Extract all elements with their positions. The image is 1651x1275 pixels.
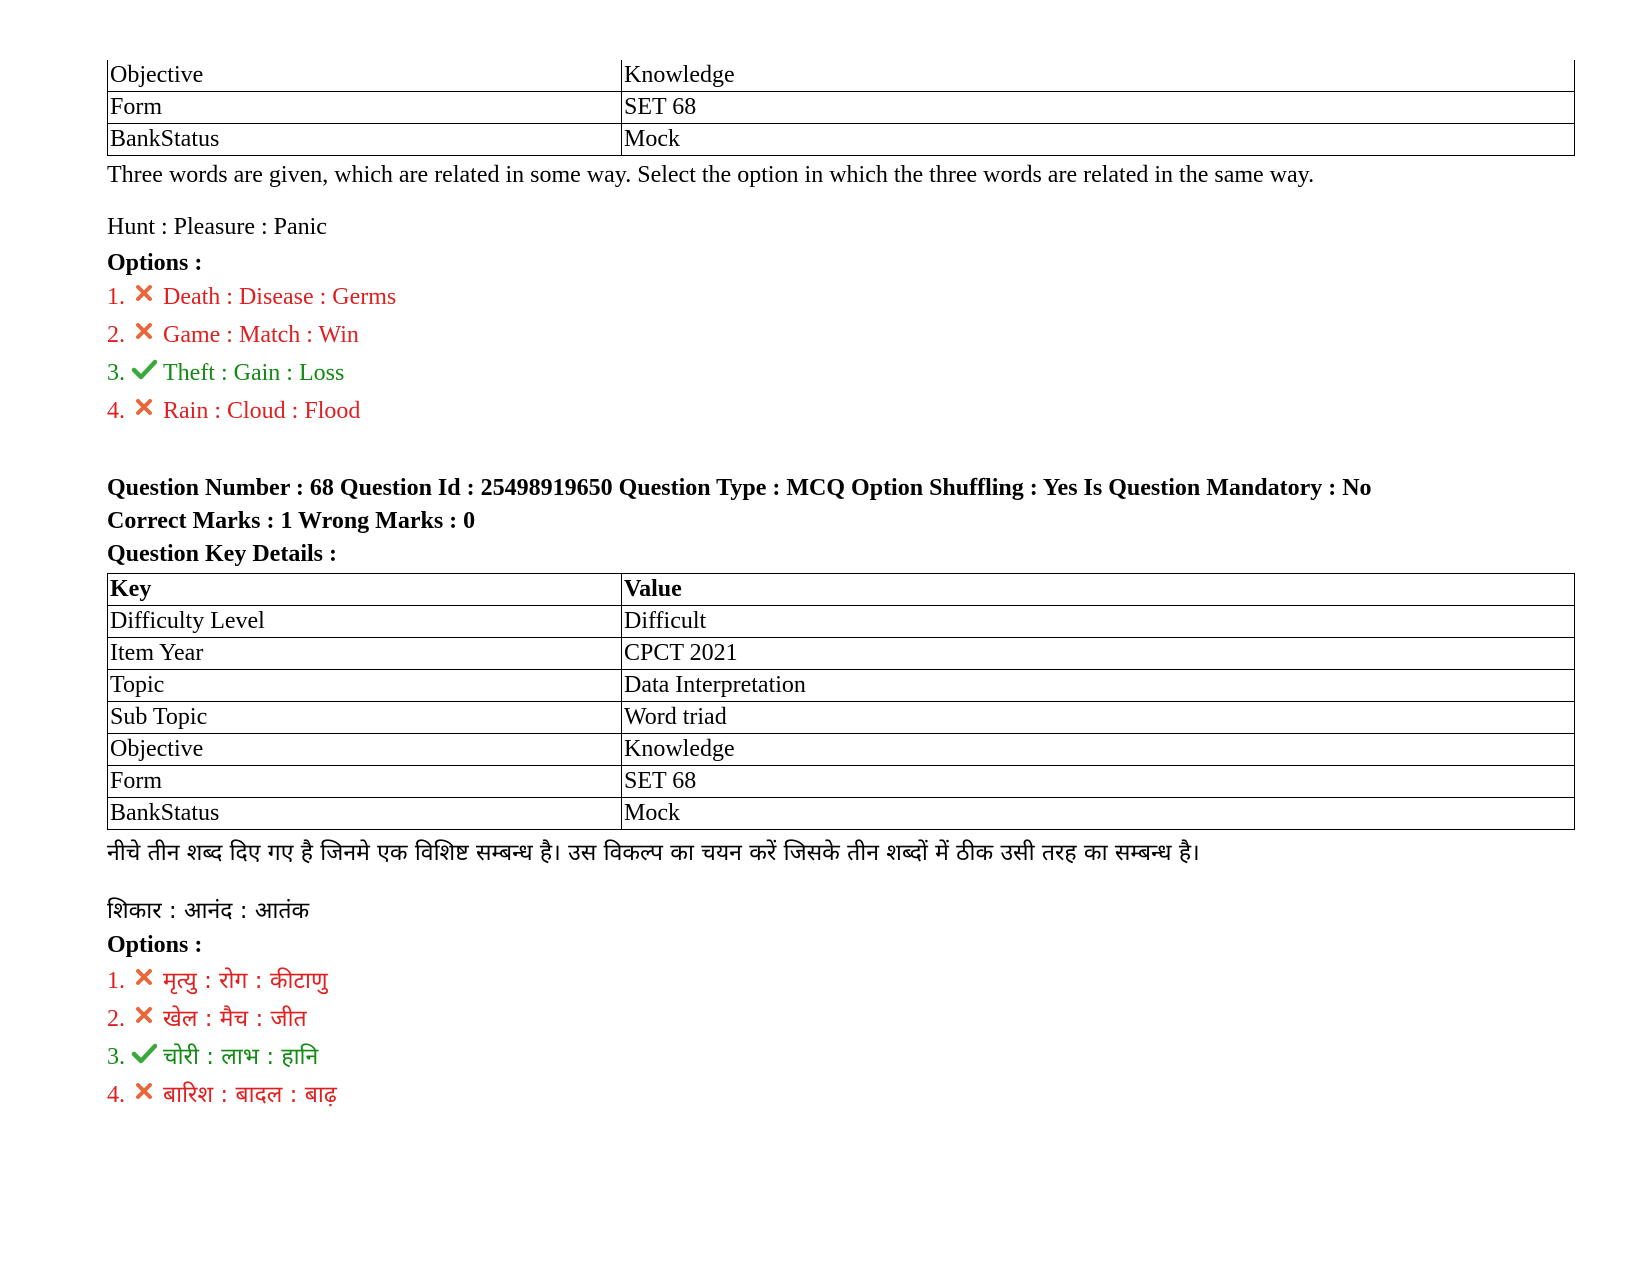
options-heading: Options : — [107, 250, 203, 276]
cross-icon — [131, 393, 157, 417]
key-details-heading: Question Key Details : — [107, 541, 337, 567]
table-key-cell: Item Year — [108, 638, 622, 670]
table-key-cell: BankStatus — [108, 798, 622, 830]
option-item — [107, 962, 1575, 1000]
table-key-cell: Sub Topic — [108, 702, 622, 734]
table-key-cell: Objective — [108, 60, 622, 92]
cross-icon — [131, 963, 157, 987]
option-number: 4. — [107, 1082, 125, 1108]
table-key-cell: Form — [108, 92, 622, 124]
document-page — [107, 60, 1575, 1114]
table-key-cell: Objective — [108, 734, 622, 766]
table-header-row — [108, 574, 1575, 606]
option-item — [107, 1038, 1575, 1076]
check-icon — [131, 355, 157, 379]
option-item — [107, 316, 1575, 354]
options-list — [107, 962, 1575, 1114]
cross-icon — [131, 1001, 157, 1025]
option-number: 1. — [107, 284, 125, 310]
table-header-key: Key — [108, 574, 622, 606]
table-row — [108, 92, 1575, 124]
option-label: Game : Match : Win — [163, 322, 359, 348]
option-item — [107, 278, 1575, 316]
option-label: Rain : Cloud : Flood — [163, 398, 361, 424]
option-number: 4. — [107, 398, 125, 424]
table-row — [108, 798, 1575, 830]
option-number: 2. — [107, 322, 125, 348]
table-key-cell: Difficulty Level — [108, 606, 622, 638]
option-number: 1. — [107, 968, 125, 994]
prev-key-details-table — [107, 60, 1575, 156]
table-value-cell: Knowledge — [622, 60, 1575, 92]
table-key-cell: Form — [108, 766, 622, 798]
table-row — [108, 702, 1575, 734]
question-meta — [107, 472, 1575, 571]
check-icon — [131, 1039, 157, 1063]
option-label: Death : Disease : Germs — [163, 284, 397, 310]
table-value-cell: CPCT 2021 — [622, 638, 1575, 670]
option-label: बारिश : बादल : बाढ़ — [163, 1082, 337, 1108]
options-heading: Options : — [107, 932, 203, 958]
table-value-cell: Knowledge — [622, 734, 1575, 766]
option-label: चोरी : लाभ : हानि — [163, 1044, 319, 1070]
option-item — [107, 1000, 1575, 1038]
table-value-cell: Mock — [622, 124, 1575, 156]
table-value-cell: Mock — [622, 798, 1575, 830]
table-row — [108, 124, 1575, 156]
table-value-cell: Word triad — [622, 702, 1575, 734]
table-value-cell: Difficult — [622, 606, 1575, 638]
question-text-hindi: नीचे तीन शब्द दिए गए है जिनमे एक विशिष्ट सम्बन्ध है। उस विकल्प का चयन करें जिसके तीन शब्दों में ठीक उसी तरह का सम्बन्ध है। — [107, 840, 1200, 866]
word-triad: Hunt : Pleasure : Panic — [107, 214, 327, 240]
options-list — [107, 278, 1575, 430]
option-number: 2. — [107, 1006, 125, 1032]
table-row — [108, 766, 1575, 798]
word-triad-hindi: शिकार : आनंद : आतंक — [107, 898, 310, 924]
table-header-value: Value — [622, 574, 1575, 606]
option-label: मृत्यु : रोग : कीटाणु — [163, 968, 328, 994]
option-number: 3. — [107, 360, 125, 386]
cross-icon — [131, 1077, 157, 1101]
cross-icon — [131, 279, 157, 303]
table-row — [108, 60, 1575, 92]
table-row — [108, 734, 1575, 766]
table-value-cell: SET 68 — [622, 766, 1575, 798]
table-key-cell: BankStatus — [108, 124, 622, 156]
option-item — [107, 392, 1575, 430]
option-label: खेल : मैच : जीत — [163, 1006, 307, 1032]
question-meta-line1: Question Number : 68 Question Id : 25498919650 Question Type : MCQ Option Shuffling : Yes Is Question Mandatory : No — [107, 475, 1372, 501]
table-row — [108, 670, 1575, 702]
option-number: 3. — [107, 1044, 125, 1070]
option-item — [107, 354, 1575, 392]
question-text: Three words are given, which are related in some way. Select the option in which the three words are related in the same way. — [107, 162, 1315, 188]
option-item — [107, 1076, 1575, 1114]
cross-icon — [131, 317, 157, 341]
table-row — [108, 606, 1575, 638]
option-label: Theft : Gain : Loss — [163, 360, 345, 386]
key-details-table — [107, 573, 1575, 830]
table-value-cell: Data Interpretation — [622, 670, 1575, 702]
question-marks: Correct Marks : 1 Wrong Marks : 0 — [107, 508, 476, 534]
table-row — [108, 638, 1575, 670]
table-key-cell: Topic — [108, 670, 622, 702]
table-value-cell: SET 68 — [622, 92, 1575, 124]
